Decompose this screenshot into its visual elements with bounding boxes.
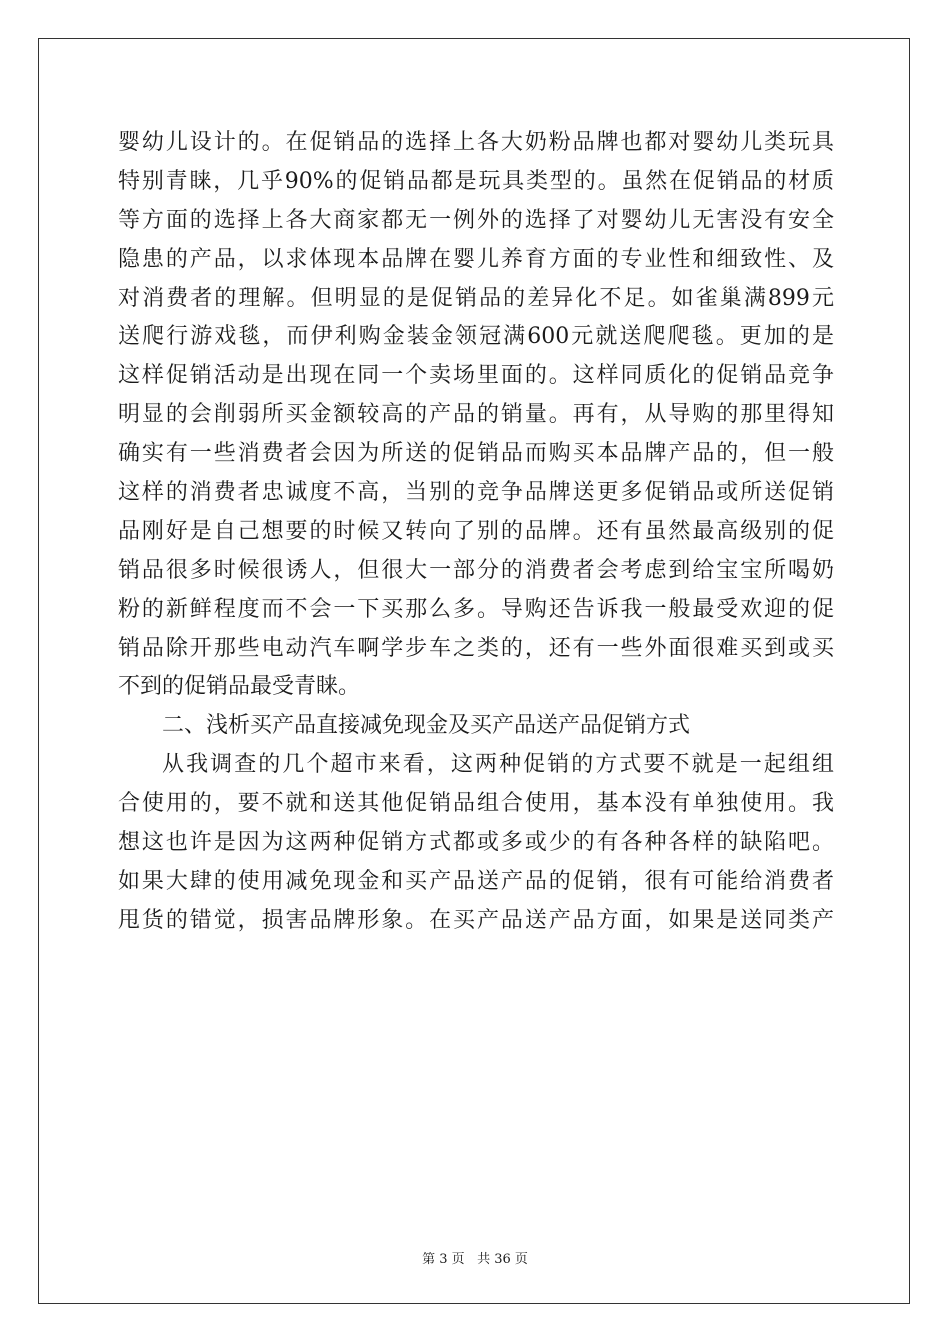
page-footer — [0, 1248, 950, 1267]
text-line: 甩货的错觉，损害品牌形象。在买产品送产品方面，如果是送同类产 — [118, 907, 834, 933]
document-body — [118, 124, 834, 941]
text-line: 婴幼儿设计的。在促销品的选择上各大奶粉品牌也都对婴幼儿类玩具 — [118, 130, 834, 155]
text-line: 如果大肆的使用减免现金和买产品送产品的促销，很有可能给消费者 — [118, 868, 834, 894]
text-line: 销品除开那些电动汽车啊学步车之类的，还有一些外面很难买到或买 — [118, 635, 834, 661]
text-line: 想这也许是因为这两种促销方式都或多或少的有各种各样的缺陷吧。 — [118, 830, 834, 856]
text-line: 明显的会削弱所买金额较高的产品的销量。再有，从导购的那里得知 — [118, 402, 834, 428]
page-total: 共 36 页 — [477, 1252, 528, 1267]
text-line: 从我调查的几个超市来看，这两种促销的方式要不就是一起组组 — [162, 752, 834, 778]
text-line: 这样促销活动是出现在同一个卖场里面的。这样同质化的促销品竞争 — [118, 363, 834, 389]
text-line: 等方面的选择上各大商家都无一例外的选择了对婴幼儿无害没有安全 — [118, 207, 834, 233]
text-line: 合使用的，要不就和送其他促销品组合使用，基本没有单独使用。我 — [118, 791, 834, 817]
text-line: 确实有一些消费者会因为所送的促销品而购买本品牌产品的，但一般 — [118, 441, 834, 467]
text-line: 品刚好是自己想要的时候又转向了别的品牌。还有虽然最高级别的促 — [118, 518, 834, 544]
text-line: 特别青睐，几乎90%的促销品都是玩具类型的。虽然在促销品的材质 — [118, 168, 834, 194]
text-line: 不到的促销品最受青睐。 — [118, 674, 361, 700]
text-line: 这样的消费者忠诚度不高，当别的竞争品牌送更多促销品或所送促销 — [118, 480, 834, 506]
text-line: 粉的新鲜程度而不会一下买那么多。导购还告诉我一般最受欢迎的促 — [118, 596, 834, 622]
text-line: 对消费者的理解。但明显的是促销品的差异化不足。如雀巢满899元 — [118, 285, 834, 311]
section-heading: 二、浅析买产品直接减免现金及买产品送产品促销方式 — [162, 713, 691, 739]
text-line: 销品很多时候很诱人，但很大一部分的消费者会考虑到给宝宝所喝奶 — [118, 557, 834, 583]
page-number: 第 3 页 — [422, 1252, 465, 1267]
text-line: 送爬行游戏毯，而伊利购金装金领冠满600元就送爬爬毯。更加的是 — [118, 324, 834, 350]
text-line: 隐患的产品，以求体现本品牌在婴儿养育方面的专业性和细致性、及 — [118, 246, 834, 272]
